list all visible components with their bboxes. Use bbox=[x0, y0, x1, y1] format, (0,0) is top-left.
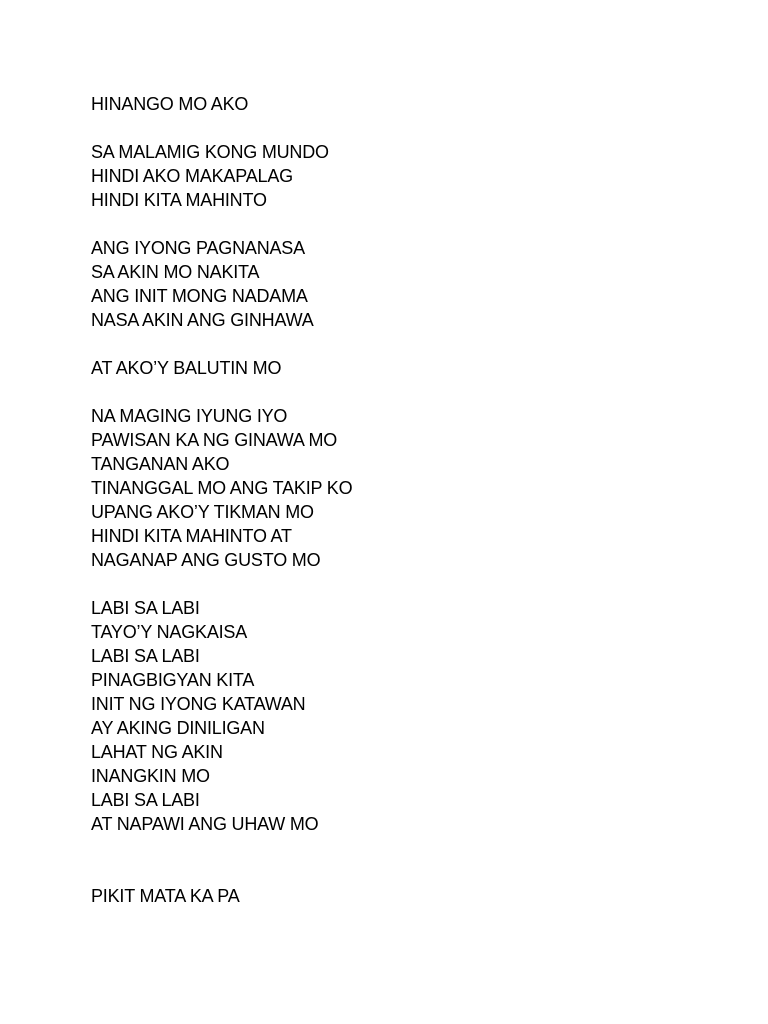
lyric-line: SA AKIN MO NAKITA bbox=[91, 262, 260, 282]
lyric-line: PINAGBIGYAN KITA bbox=[91, 670, 255, 690]
lyric-line: INANGKIN MO bbox=[91, 766, 210, 786]
lyric-line: ANG IYONG PAGNANASA bbox=[91, 238, 305, 258]
lyric-line: TINANGGAL MO ANG TAKIP KO bbox=[91, 478, 353, 498]
lyric-line: NAGANAP ANG GUSTO MO bbox=[91, 550, 321, 570]
lyric-line: AT AKO’Y BALUTIN MO bbox=[91, 358, 282, 378]
lyric-line: ANG INIT MONG NADAMA bbox=[91, 286, 308, 306]
song-title: HINANGO MO AKO bbox=[91, 94, 249, 114]
lyric-line: HINDI KITA MAHINTO bbox=[91, 190, 267, 210]
stanza-6 bbox=[91, 884, 691, 908]
lyric-line: TANGANAN AKO bbox=[91, 454, 230, 474]
lyric-line: UPANG AKO’Y TIKMAN MO bbox=[91, 502, 314, 522]
stanza-2 bbox=[91, 236, 691, 332]
lyric-line: NASA AKIN ANG GINHAWA bbox=[91, 310, 314, 330]
stanza-5 bbox=[91, 596, 691, 836]
stanza-1 bbox=[91, 140, 691, 212]
lyric-line: LAHAT NG AKIN bbox=[91, 742, 223, 762]
lyric-line: LABI SA LABI bbox=[91, 598, 200, 618]
lyric-line: AY AKING DINILIGAN bbox=[91, 718, 265, 738]
stanza-4 bbox=[91, 404, 691, 572]
lyric-line: SA MALAMIG KONG MUNDO bbox=[91, 142, 329, 162]
lyrics-body bbox=[91, 92, 691, 908]
stanza-3 bbox=[91, 356, 691, 380]
lyric-line: LABI SA LABI bbox=[91, 646, 200, 666]
lyric-line: NA MAGING IYUNG IYO bbox=[91, 406, 288, 426]
lyric-line: LABI SA LABI bbox=[91, 790, 200, 810]
lyric-line: AT NAPAWI ANG UHAW MO bbox=[91, 814, 319, 834]
lyric-line: PIKIT MATA KA PA bbox=[91, 886, 240, 906]
lyric-line: PAWISAN KA NG GINAWA MO bbox=[91, 430, 338, 450]
lyric-line: INIT NG IYONG KATAWAN bbox=[91, 694, 306, 714]
lyric-line: HINDI KITA MAHINTO AT bbox=[91, 526, 292, 546]
lyric-line: TAYO’Y NAGKAISA bbox=[91, 622, 248, 642]
lyric-line: HINDI AKO MAKAPALAG bbox=[91, 166, 293, 186]
